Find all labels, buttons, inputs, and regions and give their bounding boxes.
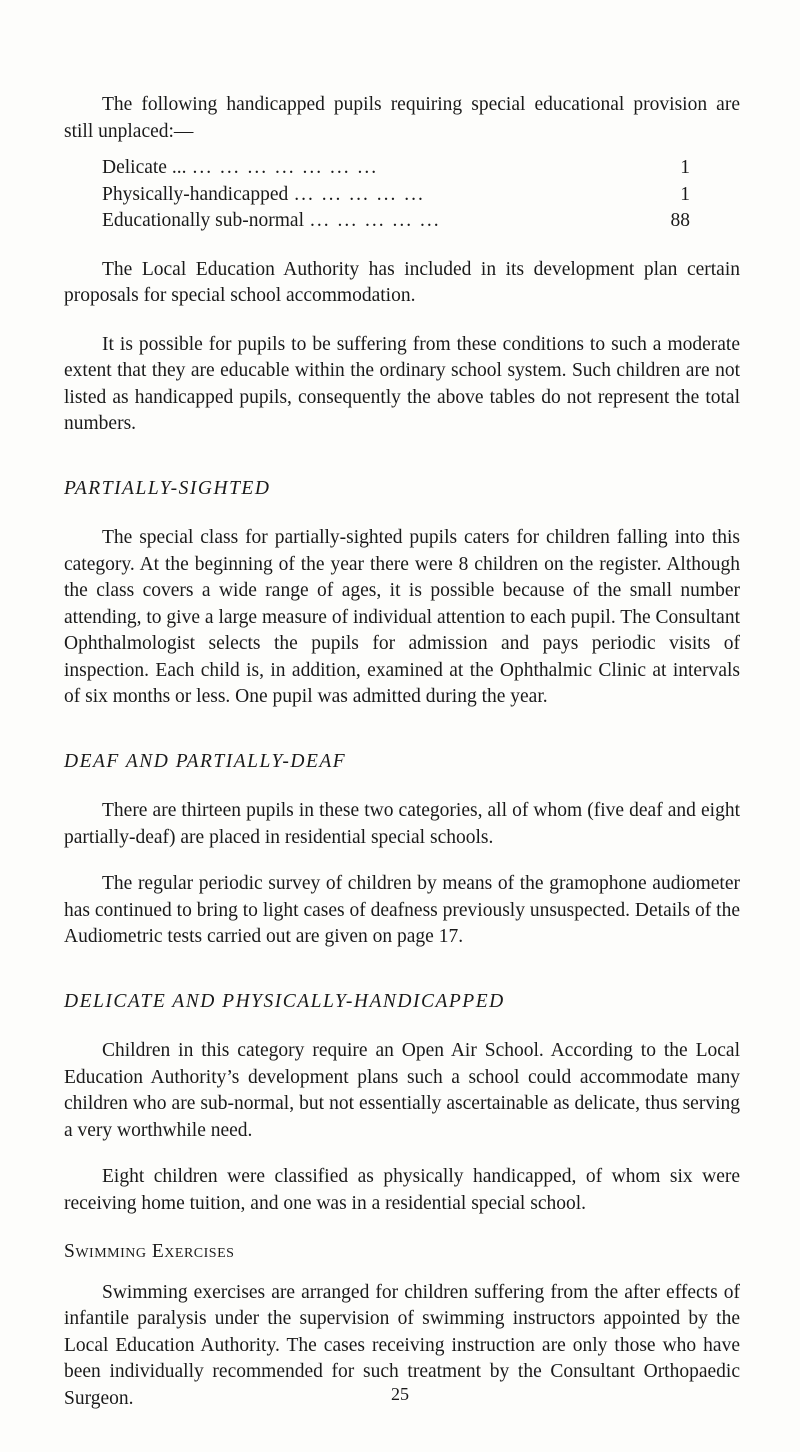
row-label: Educationally sub-normal	[102, 210, 304, 231]
table-row	[102, 182, 690, 209]
moderate-extent-paragraph: It is possible for pupils to be suffering from these conditions to such a moderate extent that they are educable within the ordinary school system. Such children are not listed as handicapped pupils, consequently the above tables do not represent the total numbers.	[64, 333, 740, 434]
delicate-paragraph-2: Eight children were classified as physically handicapped, of whom six were receiving home tuition, and one was in a residential special school.	[64, 1166, 740, 1214]
deaf-paragraph-1: There are thirteen pupils in these two categories, all of whom (five deaf and eight partially-deaf) are placed in residential special schools.	[64, 800, 740, 848]
section-heading-partially-sighted: PARTIALLY-SIGHTED	[64, 477, 271, 499]
delicate-paragraph-1: Children in this category require an Open Air School. According to the Local Education Authority’s development plans such a school could accommodate many children who are sub-normal, but not essentially ascertainable as delicate, thus serving a very worthwhile need.	[64, 1040, 740, 1141]
row-value: 88	[670, 210, 690, 231]
row-label: Delicate ...	[102, 157, 187, 178]
section-heading-swimming: Swimming Exercises	[64, 1241, 235, 1262]
unplaced-table	[102, 155, 690, 235]
document-page	[64, 92, 740, 1412]
page-number: 25	[391, 1384, 409, 1404]
row-value: 1	[680, 183, 690, 205]
lea-plan-paragraph: The Local Education Authority has included in its development plan certain proposals for special school accommodation.	[64, 258, 740, 306]
section-heading-deaf: DEAF AND PARTIALLY-DEAF	[64, 750, 347, 772]
intro-paragraph: The following handicapped pupils requiring special educational provision are still unplaced:—	[64, 94, 740, 142]
table-row	[102, 208, 690, 235]
leader-dots: ... ... ... ... ...	[310, 210, 441, 231]
swimming-paragraph: Swimming exercises are arranged for children suffering from the after effects of infantile paralysis under the supervision of swimming instructors appointed by the Local Education Authority. The cases receiving instruction are only those who have been individually recommended for such treatment by the Consultant Orthopaedic Surgeon.	[64, 1281, 740, 1409]
row-value: 1	[680, 157, 690, 178]
table-row	[102, 155, 690, 182]
section-heading-delicate: DELICATE AND PHYSICALLY-HANDICAPPED	[64, 990, 505, 1012]
leader-dots: ... ... ... ... ...	[294, 183, 425, 205]
row-label: Physically-handicapped	[102, 183, 289, 205]
partially-sighted-paragraph: The special class for partially-sighted pupils caters for children falling into this category. At the beginning of the year there were 8 children on the register. Although the class covers a wide range of ages, it is possible because of the small number attending, to give a large measure of individual attention to each pupil. The Consultant Ophthalmologist selects the pupils for admission and pays periodic visits of inspection. Each child is, in addition, examined at the Ophthalmic Clinic at intervals of six months or less. One pupil was admitted during the year.	[64, 527, 740, 707]
deaf-paragraph-2: The regular periodic survey of children by means of the gramophone audiometer has continued to bring to light cases of deafness previously unsuspected. Details of the Audiometric tests carried out are given on page 17.	[64, 873, 740, 947]
leader-dots: ... ... ... ... ... ... ...	[192, 157, 379, 178]
